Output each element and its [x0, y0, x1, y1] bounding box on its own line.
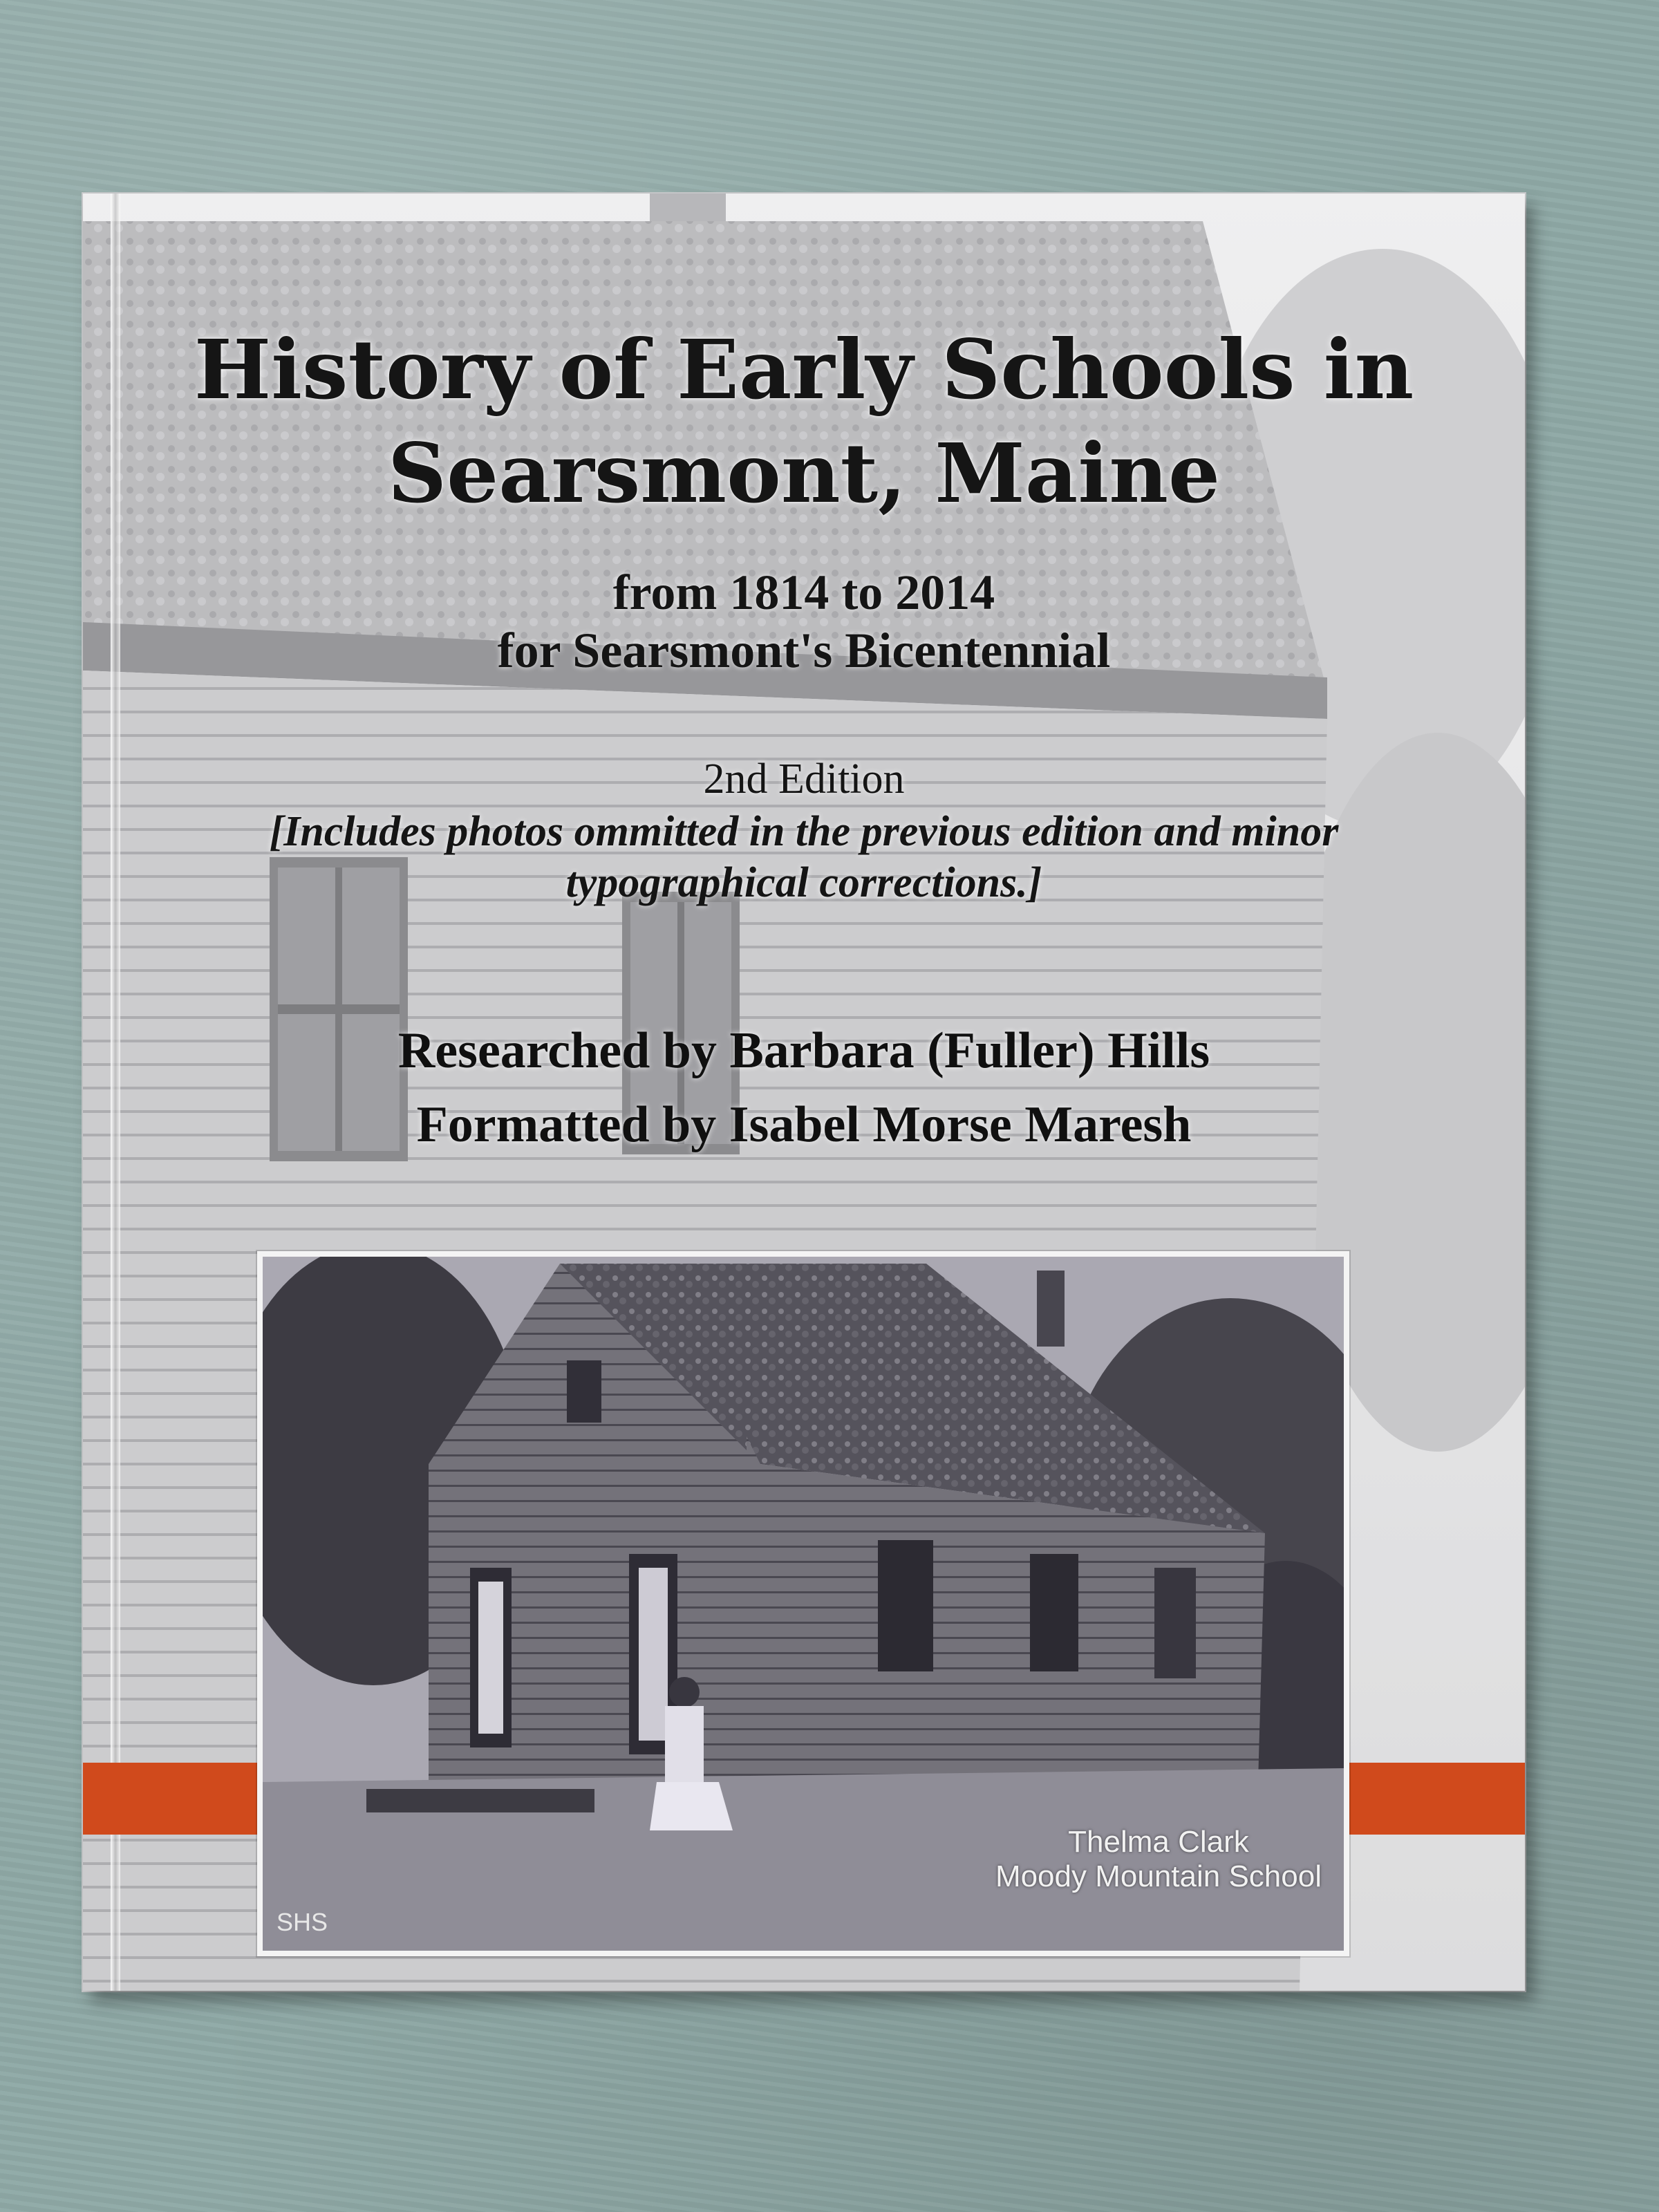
book-title: [83, 318, 1525, 525]
formatted-by: Formatted by Isabel Morse Maresh: [416, 1096, 1192, 1153]
researched-by: Researched by Barbara (Fuller) Hills: [397, 1022, 1210, 1079]
photo-caption: [995, 1825, 1322, 1894]
book-cover: [83, 194, 1525, 1991]
subtitle-years: from 1814 to 2014: [612, 565, 995, 620]
edition-note-line-1: [Includes photos ommitted in the previous edition and minor: [269, 808, 1339, 855]
caption-line-1: Thelma Clark: [1068, 1825, 1249, 1859]
edition-note: [138, 806, 1470, 908]
caption-line-2: Moody Mountain School: [995, 1859, 1322, 1893]
inset-photo: [257, 1251, 1349, 1956]
photo-credit: SHS: [276, 1908, 328, 1936]
title-line-1: History of Early Schools in: [194, 321, 1414, 418]
subtitle-bicentennial: for Searsmont's Bicentennial: [497, 623, 1111, 678]
edition-label: 2nd Edition: [703, 756, 905, 803]
title-line-2: Searsmont, Maine: [387, 425, 1221, 521]
edition-note-line-2: typographical corrections.]: [565, 859, 1042, 906]
